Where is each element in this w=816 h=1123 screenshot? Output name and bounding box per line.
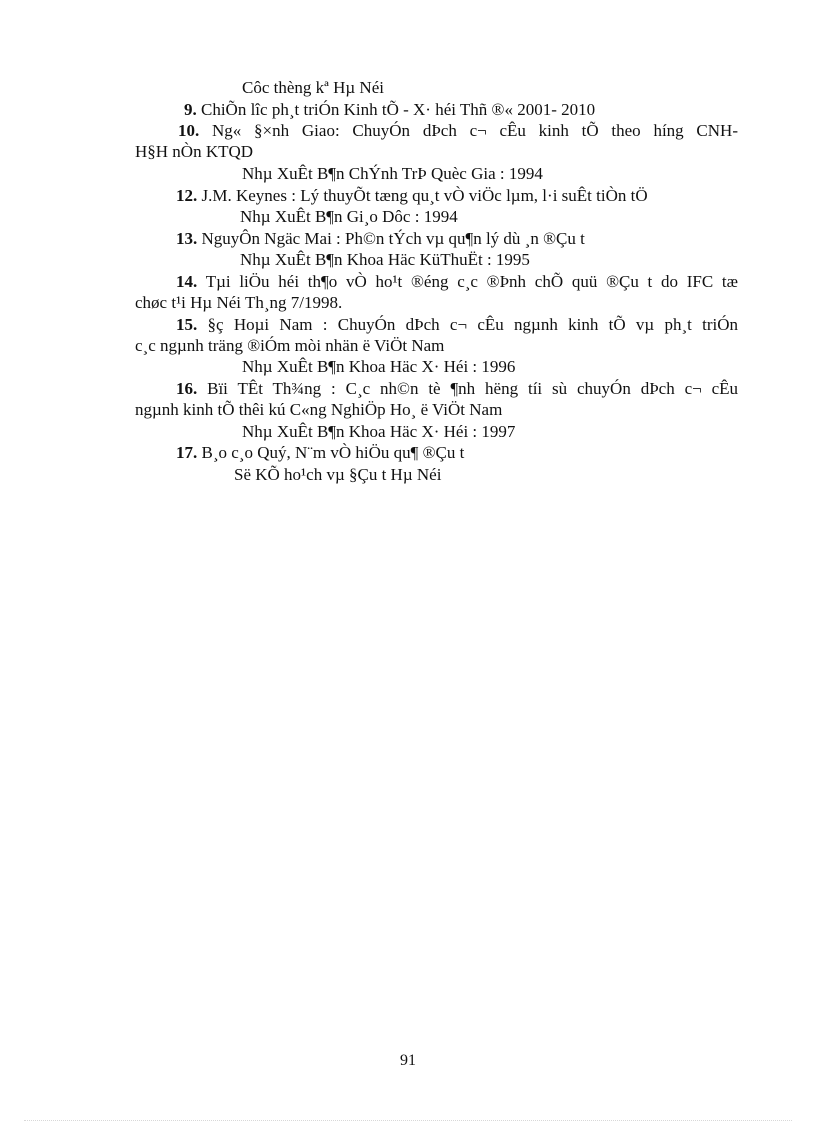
reference-text: Nhµ XuÊt B¶n Gi¸o Dôc : 1994: [240, 207, 458, 226]
reference-line: [176, 379, 738, 399]
reference-line: [176, 186, 648, 206]
reference-number: 9.: [184, 100, 197, 119]
reference-text: H§H nÒn KTQD: [135, 142, 254, 161]
reference-number: 10.: [178, 121, 200, 140]
reference-text: c¸c ngµnh träng ®iÓm mòi nhän ë ViÖt Nam: [135, 336, 445, 355]
reference-text: B¸o c¸o Quý, N¨m vÒ hiÖu qu¶ ®Çu t: [201, 443, 465, 462]
reference-text: Nhµ XuÊt B¶n Khoa Häc KüThuËt : 1995: [240, 250, 530, 269]
reference-line: [240, 250, 530, 270]
reference-line: [135, 400, 502, 420]
reference-line: [176, 229, 585, 249]
reference-text: Tµi liÖu héi th¶o vÒ ho¹t ®éng c¸c ®Þnh chÕ quü ®Çu t do IFC tæ: [205, 272, 738, 291]
reference-number: 17.: [176, 443, 198, 462]
reference-text: Côc thèng kª Hµ Néi: [242, 78, 384, 97]
reference-line: [240, 207, 458, 227]
reference-line: [184, 100, 595, 120]
reference-number: 12.: [176, 186, 198, 205]
reference-text: Nhµ XuÊt B¶n Khoa Häc X· Héi : 1996: [242, 357, 516, 376]
reference-text: Bïi TÊt Th¾ng : C¸c nh©n tè ¶nh hëng tíi sù chuyÓn dÞch c¬ cÊu: [207, 379, 738, 398]
reference-line: [242, 78, 384, 98]
page-number: 91: [400, 1052, 416, 1069]
bottom-divider: [24, 1120, 792, 1121]
reference-text: J.M. Keynes : Lý thuyÕt tæng qu¸t vÒ viÖc lµm, l·i suÊt tiÒn tÖ: [201, 186, 648, 205]
reference-text: ChiÕn lîc ph¸t triÓn Kinh tÕ - X· héi Thñ ®« 2001- 2010: [201, 100, 596, 119]
reference-line: [234, 465, 441, 485]
reference-text: chøc t¹i Hµ Néi Th¸ng 7/1998.: [135, 293, 343, 312]
reference-text: NguyÔn Ngäc Mai : Ph©n tÝch vµ qu¶n lý dù ¸n ®Çu t: [201, 229, 585, 248]
reference-text: ngµnh kinh tÕ thêi kú C«ng NghiÖp Ho¸ ë ViÖt Nam: [135, 400, 503, 419]
reference-number: 15.: [176, 315, 198, 334]
reference-number: 14.: [176, 272, 198, 291]
reference-line: [135, 336, 444, 356]
reference-line: [242, 422, 515, 442]
reference-line: [176, 272, 738, 292]
reference-line: [242, 357, 515, 377]
reference-line: [135, 142, 253, 162]
reference-number: 13.: [176, 229, 198, 248]
reference-text: Nhµ XuÊt B¶n Khoa Häc X· Héi : 1997: [242, 422, 516, 441]
reference-line: [176, 443, 464, 463]
reference-number: 16.: [176, 379, 198, 398]
reference-line: [178, 121, 738, 141]
reference-line: [176, 315, 738, 335]
reference-line: [242, 164, 543, 184]
reference-line: [135, 293, 342, 313]
reference-text: §ç Hoµi Nam : ChuyÓn dÞch c¬ cÊu ngµnh kinh tÕ vµ ph¸t triÓn: [207, 315, 738, 334]
reference-text: Së KÕ ho¹ch vµ §Çu t Hµ Néi: [234, 465, 442, 484]
reference-text: Ng« §×nh Giao: ChuyÓn dÞch c¬ cÊu kinh tÕ theo híng CNH-: [212, 121, 738, 140]
reference-text: Nhµ XuÊt B¶n ChÝnh TrÞ Quèc Gia : 1994: [242, 164, 543, 183]
